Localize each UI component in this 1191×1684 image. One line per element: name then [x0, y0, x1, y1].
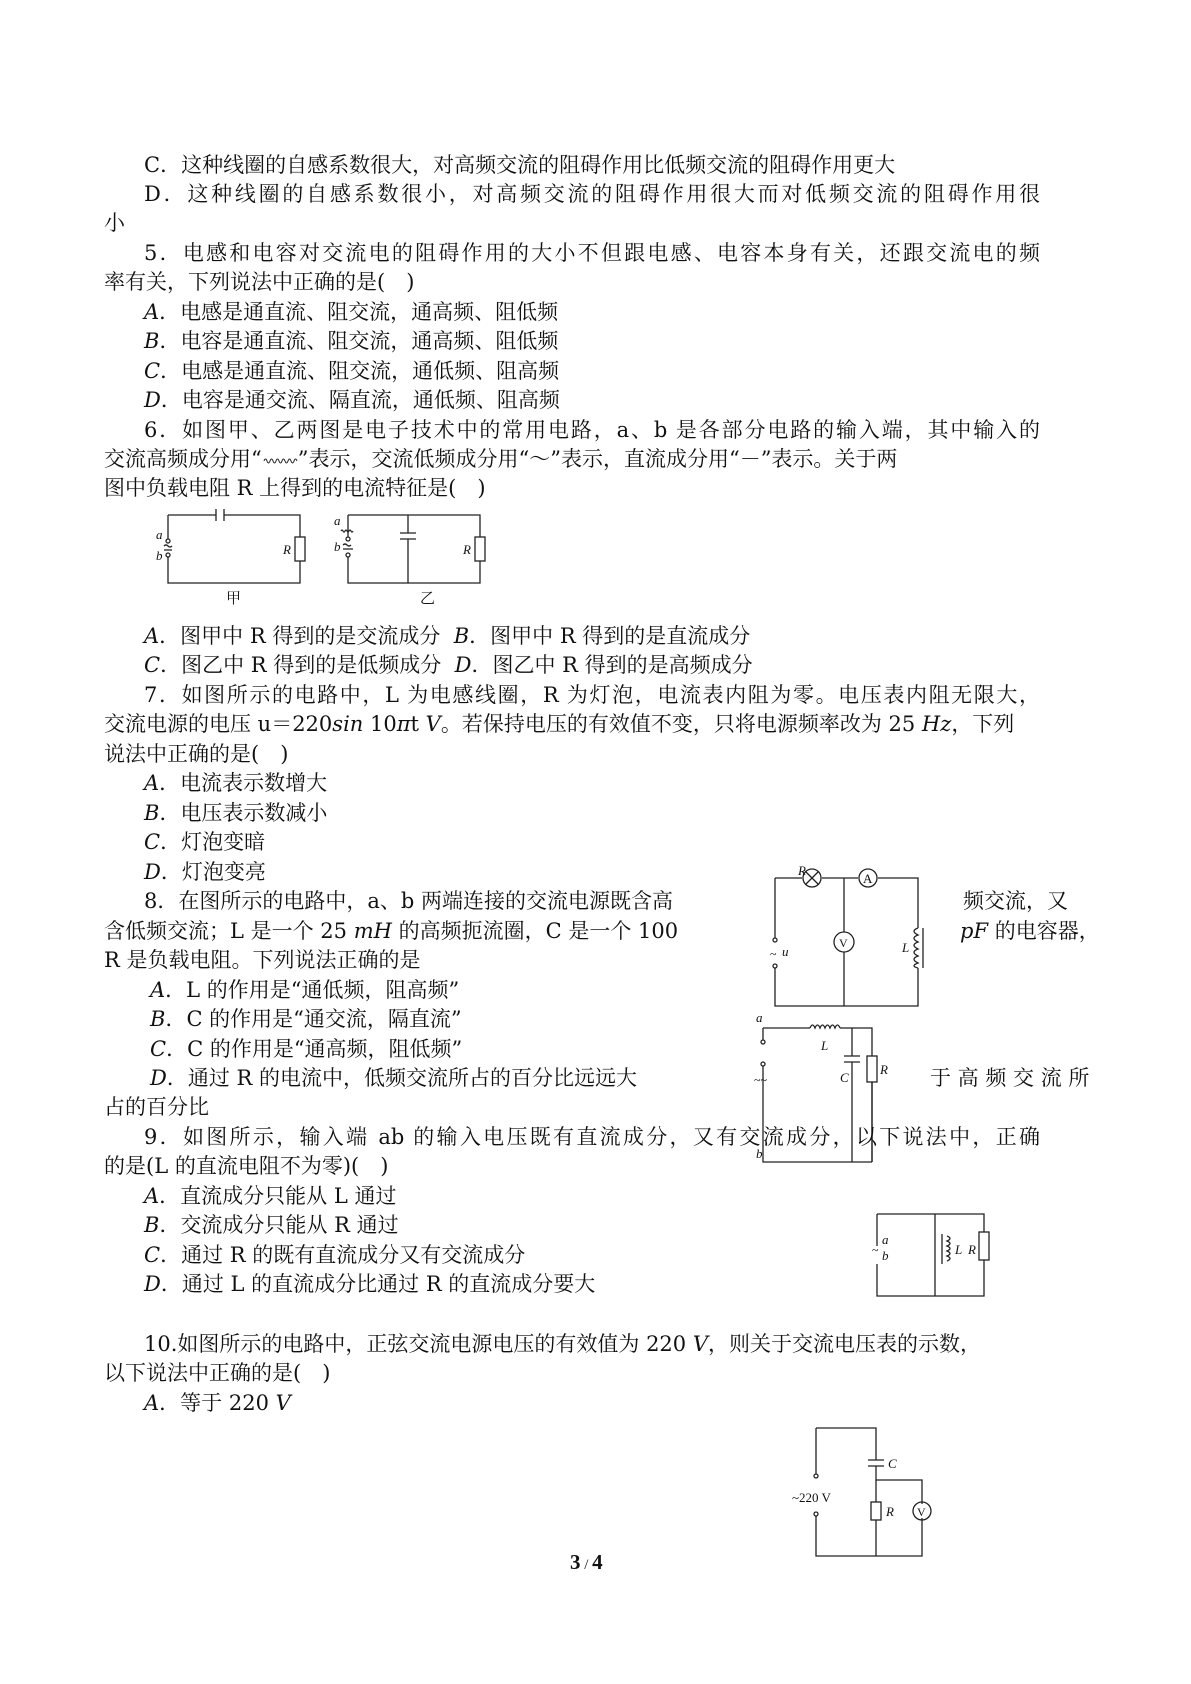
fig9-b-label: b [882, 1248, 889, 1263]
q8-stem-line2-right: pF 的电容器， [960, 919, 1100, 943]
fig7-u-label: u [782, 944, 789, 959]
q7-stem-line1: 7．如图所示的电路中，L 为电感线圈，R 为灯泡，电流表内阻为零。电压表内阻无限大， [144, 683, 1040, 707]
q6-stem-line1: 6．如图甲、乙两图是电子技术中的常用电路，a、b 是各部分电路的输入端，其中输入的 [144, 418, 1040, 442]
q6-options-ab: A．图甲中 R 得到的是交流成分 B．图甲中 R 得到的是直流成分 [144, 624, 751, 648]
fig7-l-label: L [902, 940, 910, 955]
q10-option-a: A．等于 220 V [144, 1391, 291, 1415]
q5-option-b: B．电容是通直流、阻交流，通高频、阻低频 [144, 329, 559, 353]
q8-stem-line1-left: 8．在图所示的电路中，a、b 两端连接的交流电源既含高 [144, 889, 673, 913]
q8-option-c: C．C 的作用是“通高频，阻低频” [150, 1037, 463, 1061]
q10-stem-line1: 10.如图所示的电路中，正弦交流电源电压的有效值为 220 V，则关于交流电压表的示数， [144, 1332, 981, 1356]
fig6-jia-caption: 甲 [226, 591, 242, 607]
fig8-l-label: L [821, 1038, 829, 1053]
q7-stem-line2: 交流电源的电压 u＝220sin 10πt V。若保持电压的有效值不变，只将电源频率改为 25 Hz，下列 [104, 712, 1015, 736]
q7-option-c: C．灯泡变暗 [144, 830, 266, 854]
q5-stem-line1: 5．电感和电容对交流电的阻碍作用的大小不但跟电感、电容本身有关，还跟交流电的频 [144, 241, 1040, 265]
q4-option-d-line1: D．这种线圈的自感系数很小，对高频交流的阻碍作用很大而对低频交流的阻碍作用很 [144, 182, 1040, 206]
q7-option-a: A．电流表示数增大 [144, 771, 328, 795]
fig8-source-tilde: ~~ [754, 1073, 767, 1087]
fig6-yi-b-label: b [334, 539, 341, 554]
q7-option-b: B．电压表示数减小 [144, 801, 328, 825]
fig6-yi-caption: 乙 [420, 591, 436, 607]
q5-option-d: D．电容是通交流、隔直流，通低频、阻高频 [144, 388, 560, 412]
q9-option-b: B．交流成分只能从 R 通过 [144, 1213, 399, 1237]
fig8-b-label: b [756, 1146, 763, 1161]
q4-option-c: C．这种线圈的自感系数很大，对高频交流的阻碍作用比低频交流的阻碍作用更大 [144, 153, 896, 177]
fig8-a-label: a [756, 1010, 763, 1025]
fig6-jia-a-label: a [156, 527, 163, 542]
q6-options-cd: C．图乙中 R 得到的是低频成分 D．图乙中 R 得到的是高频成分 [144, 653, 753, 677]
q5-stem-line2: 率有关，下列说法中正确的是( ) [104, 270, 415, 294]
q8-stem-line1-right: 频交流，又 [963, 889, 1068, 913]
q10-circuit-figure [786, 1418, 956, 1567]
fig6-jia-r-label: R [283, 542, 291, 557]
q8-option-d-right: 于 高 频 交 流 所 [930, 1066, 1090, 1090]
q9-option-c: C．通过 R 的既有直流成分又有交流成分 [144, 1243, 526, 1267]
q8-option-d-line2: 占的百分比 [104, 1095, 209, 1119]
q7-stem-line3: 说法中正确的是( ) [104, 742, 289, 766]
q6-stem-line2: 交流高频成分用“ ”表示，交流低频成分用“～”表示，直流成分用“－”表示。关于两 [104, 447, 898, 471]
q5-option-a: A．电感是通直流、阻交流，通高频、阻低频 [144, 300, 559, 324]
q5-option-c: C．电感是通直流、阻交流，通低频、阻高频 [144, 359, 560, 383]
q8-stem-line3: R 是负载电阻。下列说法正确的是 [104, 948, 421, 972]
q8-option-d: D．通过 R 的电流中，低频交流所占的百分比远远大 [150, 1066, 638, 1090]
fig10-source-label: ~220 V [792, 1490, 831, 1505]
q9-circuit-figure [872, 1204, 992, 1308]
q9-option-d: D．通过 L 的直流成分比通过 R 的直流成分要大 [144, 1272, 596, 1296]
fig6-yi-r-label: R [463, 542, 471, 557]
fig10-c-label: C [888, 1456, 897, 1471]
fig8-c-label: C [840, 1070, 849, 1085]
fig9-r-label: R [968, 1242, 976, 1257]
page-number: 3 / 4 [570, 1550, 603, 1574]
hf-wave-icon [262, 455, 298, 467]
q6-stem-line3: 图中负载电阻 R 上得到的电流特征是( ) [104, 476, 486, 500]
fig6-yi-a-label: a [334, 513, 341, 528]
fig10-voltmeter-label: V [917, 1505, 926, 1519]
fig6-jia-b-label: b [156, 548, 163, 563]
fig9-a-label: a [882, 1232, 889, 1247]
fig8-r-label: R [880, 1062, 888, 1077]
fig7-voltmeter-label: V [839, 936, 848, 950]
q7-option-d: D．灯泡变亮 [144, 860, 266, 884]
q9-option-a: A．直流成分只能从 L 通过 [144, 1184, 397, 1208]
q7-circuit-figure [770, 863, 940, 1020]
q9-stem-line2: 的是(L 的直流电阻不为零)( ) [104, 1154, 389, 1178]
fig7-ammeter-label: A [863, 871, 873, 886]
fig9-l-label: L [955, 1242, 963, 1257]
fig10-r-label: R [886, 1504, 894, 1519]
q9-stem-line1: 9．如图所示，输入端 ab 的输入电压既有直流成分，又有交流成分，以下说法中，正确 [144, 1125, 1040, 1149]
q4-option-d-line2: 小 [104, 211, 125, 235]
fig7-r-label: R [798, 863, 806, 878]
q10-stem-line2: 以下说法中正确的是( ) [104, 1361, 331, 1385]
q8-option-a: A．L 的作用是“通低频，阻高频” [150, 978, 460, 1002]
q8-option-b: B．C 的作用是“通交流，隔直流” [150, 1007, 462, 1031]
fig7-source-tilde: ~ [770, 947, 777, 961]
q8-stem-line2-left: 含低频交流；L 是一个 25 mH 的高频扼流圈，C 是一个 100 [104, 919, 679, 943]
q6-circuit-figure [150, 505, 510, 609]
fig9-source-tilde: ~ [872, 1243, 879, 1257]
